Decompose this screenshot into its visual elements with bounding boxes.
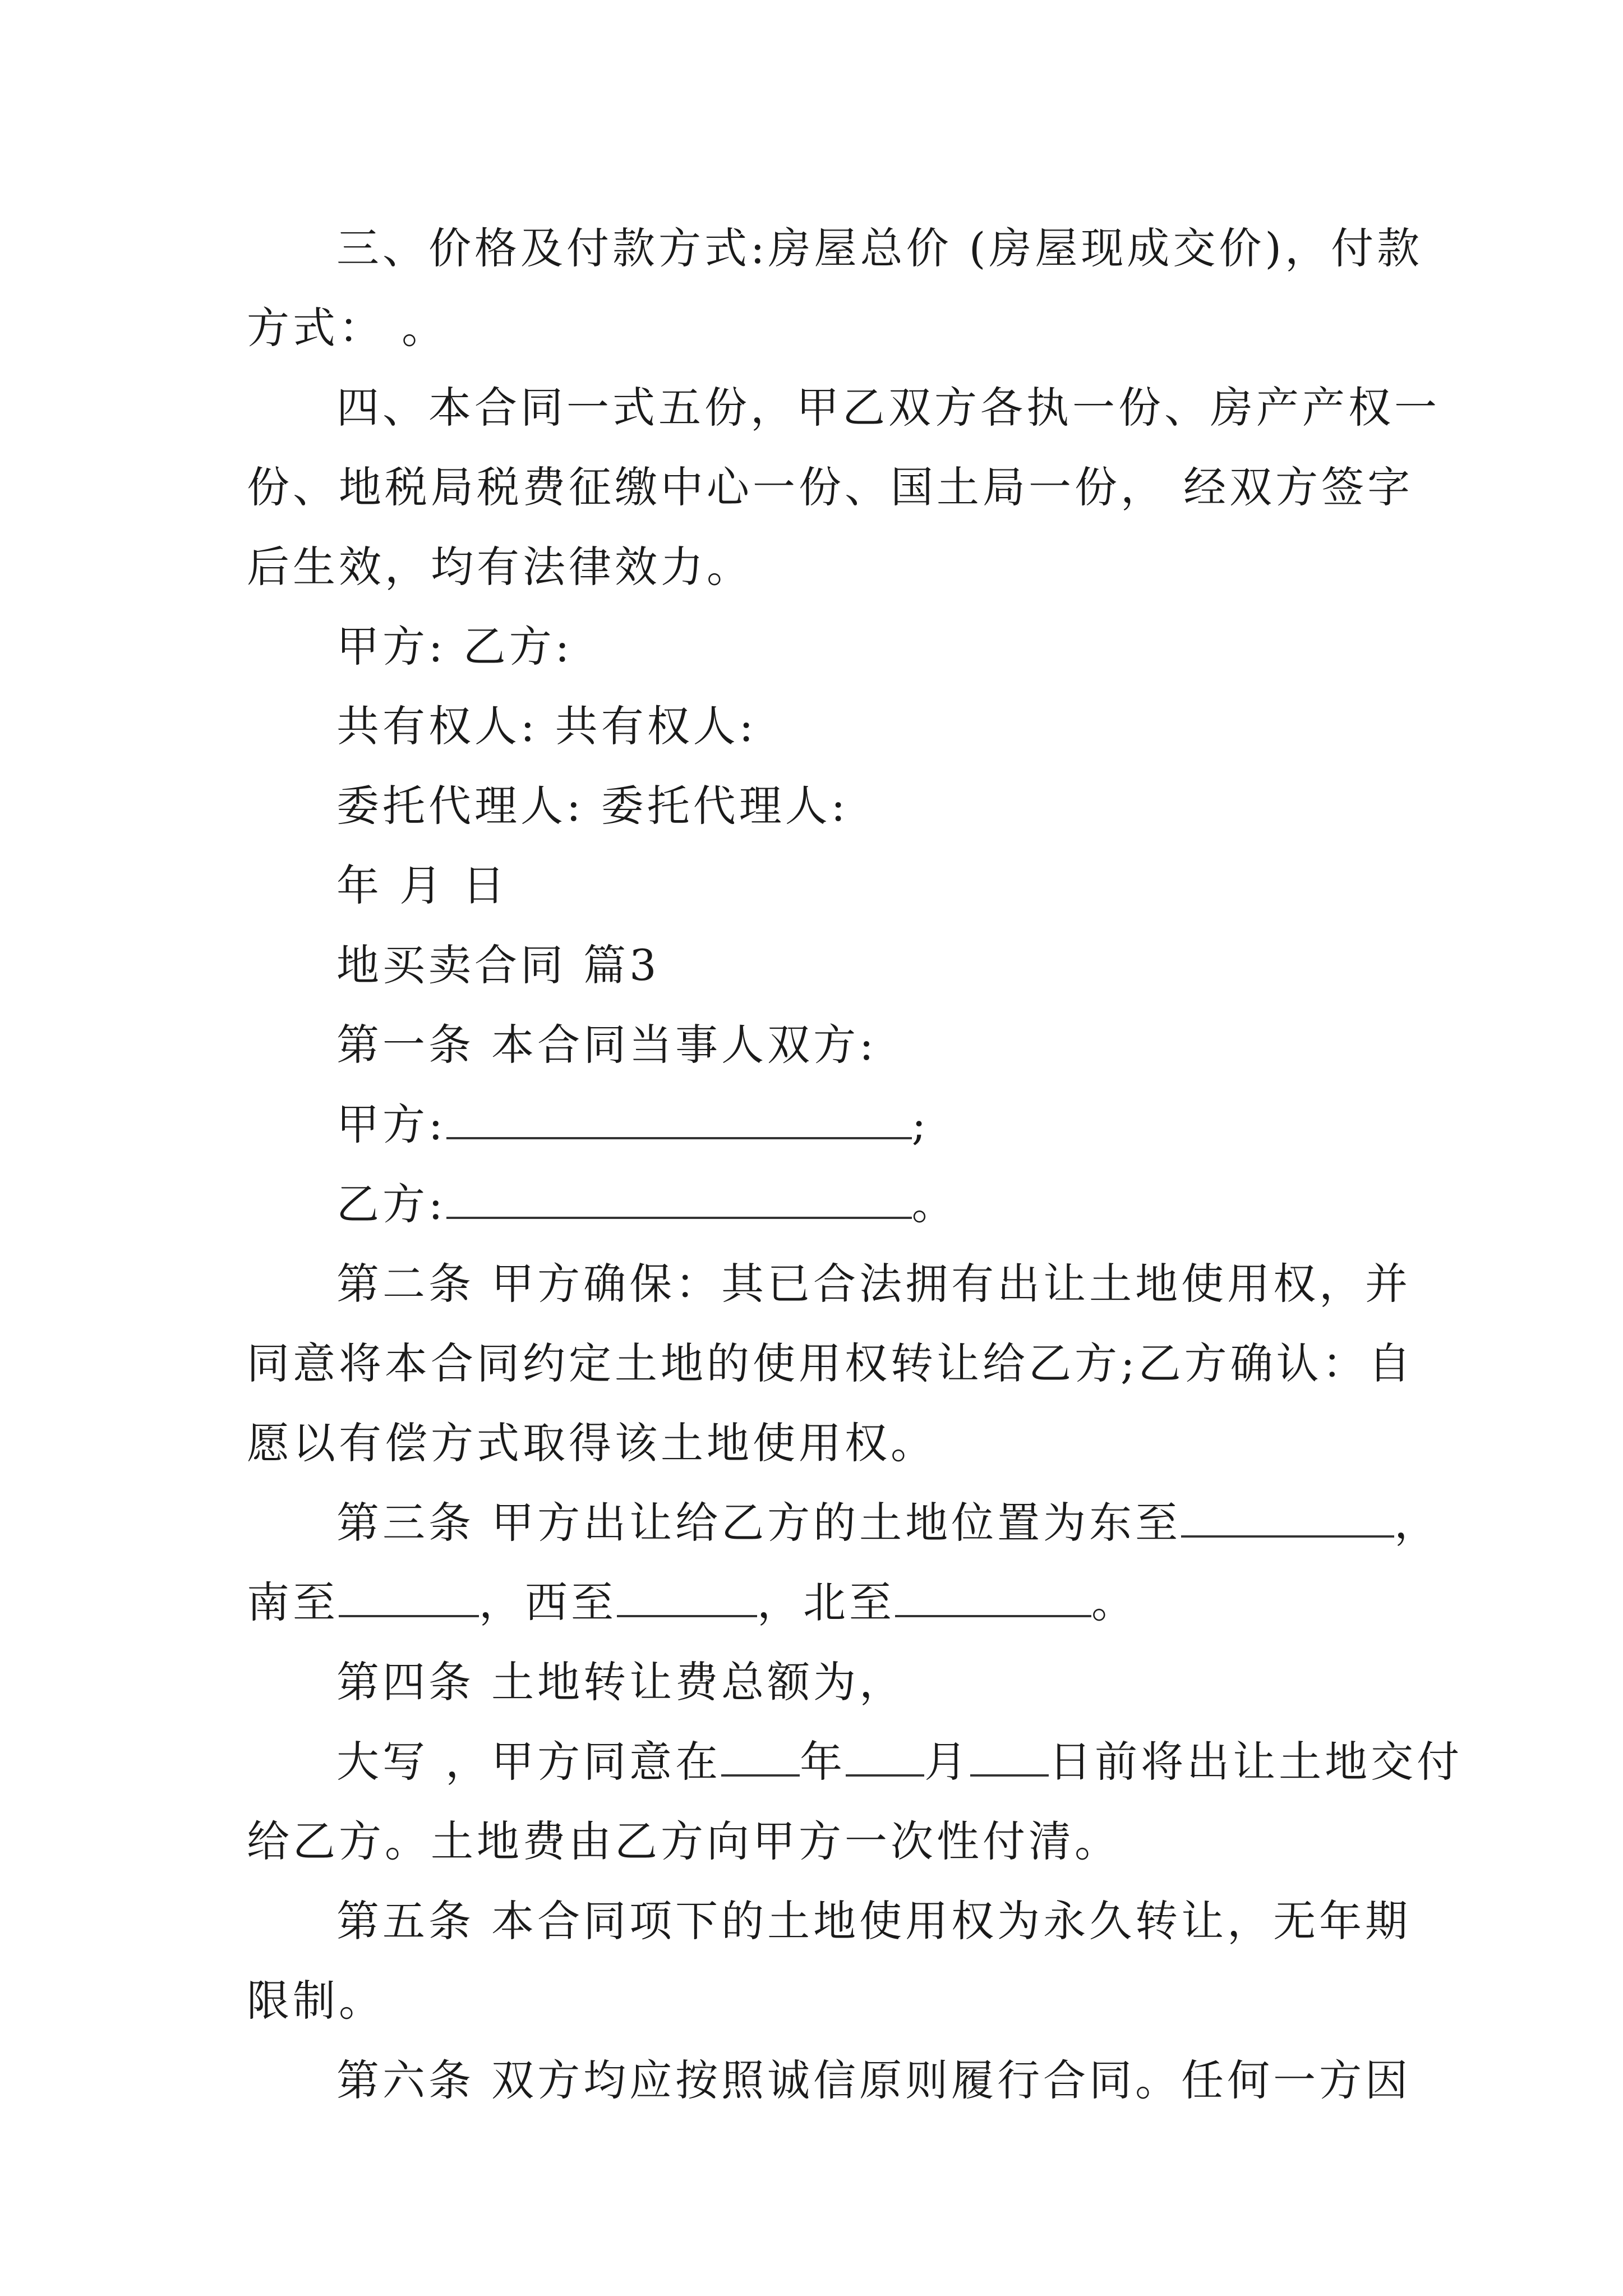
party-b-suffix: 。 (911, 1179, 958, 1229)
party-a-line (247, 1085, 1374, 1165)
party-b-label: 乙方: (336, 1179, 446, 1229)
north-label: ，北至 (757, 1577, 895, 1627)
article-1-heading: 第一条 本合同当事人双方: (336, 1020, 877, 1070)
section-title: 地买卖合同 篇3 (336, 940, 660, 990)
article-6-line-1: 第六条 双方均应按照诚信原则履行合同。任何一方因 (336, 2055, 1412, 2105)
article-2-line-1: 第二条 甲方确保：其已合法拥有出让土地使用权，并 (336, 1259, 1412, 1309)
year-label: 年 (800, 1737, 846, 1787)
north-boundary-blank (895, 1576, 1091, 1617)
party-a-label: 甲方: (336, 1099, 446, 1149)
paragraph-copies-line-2: 份、地税局税费征缴中心一份、国土局一份， 经双方签字 (247, 462, 1414, 512)
year-blank (721, 1735, 800, 1777)
party-a-blank (446, 1098, 912, 1139)
paragraph-price-line-1: 三、价格及付款方式:房屋总价 (房屋现成交价)，付款 (336, 223, 1423, 273)
signature-agent-line: 委托代理人: 委托代理人: (336, 781, 849, 831)
month-blank (846, 1735, 924, 1777)
day-blank (970, 1735, 1049, 1777)
party-b-blank (446, 1177, 912, 1219)
west-boundary-blank (617, 1576, 757, 1617)
signature-date-line: 年 月 日 (336, 861, 509, 910)
article-4-text-d: 日前将出让土地交付 (1049, 1737, 1463, 1787)
article-3-line-2 (247, 1563, 1374, 1642)
signature-coowner-line: 共有权人: 共有权人: (336, 701, 757, 751)
south-boundary-blank (339, 1576, 479, 1617)
article-3-end: 。 (1091, 1577, 1137, 1627)
party-a-suffix: ; (911, 1099, 930, 1149)
article-4-line-1: 第四条 土地转让费总额为， (336, 1657, 906, 1707)
east-boundary-blank (1181, 1496, 1394, 1538)
south-label: 南至 (247, 1577, 339, 1627)
paragraph-copies-line-1: 四、本合同一式五份，甲乙双方各执一份、房产产权一 (336, 383, 1440, 432)
article-3-text: 第三条 甲方出让给乙方的土地位置为东至 (336, 1498, 1182, 1548)
article-3-comma: ， (1394, 1498, 1441, 1548)
signature-party-line: 甲方: 乙方: (336, 622, 573, 671)
party-b-line (247, 1165, 1374, 1244)
article-3-line-1 (247, 1483, 1441, 1563)
article-2-line-3: 愿以有偿方式取得该土地使用权。 (247, 1418, 937, 1468)
paragraph-copies-line-3: 后生效，均有法律效力。 (247, 542, 753, 592)
paragraph-price-line-2: 方式： 。 (247, 303, 448, 353)
article-5-line-1: 第五条 本合同项下的土地使用权为永久转让，无年期 (336, 1896, 1412, 1946)
article-4-line-2 (247, 1722, 1463, 1802)
article-4-line-3: 给乙方。土地费由乙方向甲方一次性付清。 (247, 1816, 1121, 1866)
article-5-line-2: 限制。 (247, 1976, 385, 2026)
west-label: ，西至 (479, 1577, 617, 1627)
document-body (247, 209, 1463, 2120)
month-label: 月 (924, 1737, 971, 1787)
article-2-line-2: 同意将本合同约定土地的使用权转让给乙方;乙方确认：自 (247, 1338, 1414, 1388)
article-4-text-a: 大写 ，甲方同意在 (336, 1737, 722, 1787)
